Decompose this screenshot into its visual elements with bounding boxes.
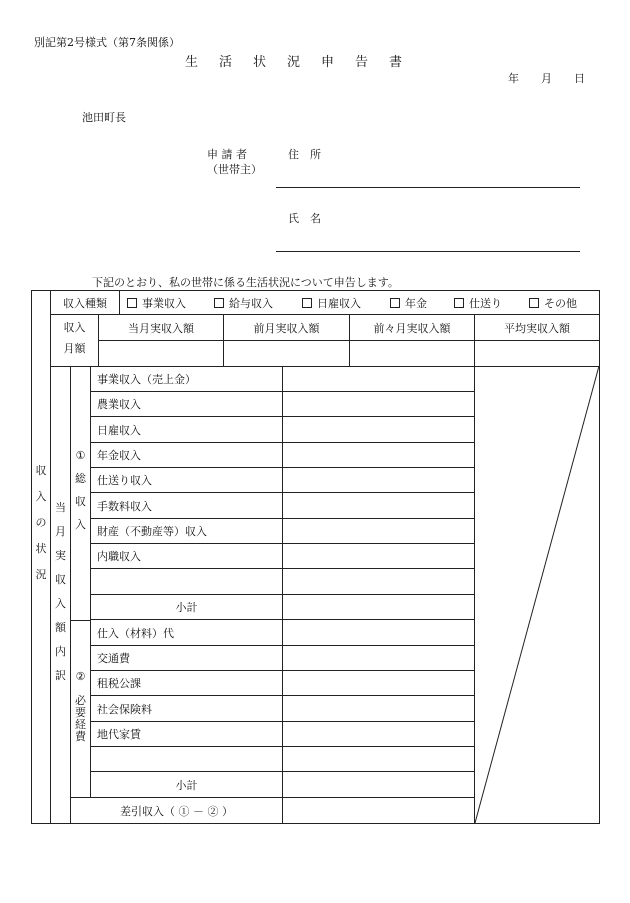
- income-type-checkbox-allowance[interactable]: 仕送り: [454, 291, 502, 314]
- addressee: 池田町長: [82, 111, 126, 124]
- expense-item-social-insurance: 社会保険料: [97, 702, 152, 716]
- gross-subtotal-label: 小計: [175, 601, 198, 614]
- monthly-average-field[interactable]: [475, 341, 599, 366]
- gross-item-agriculture: 農業収入: [97, 398, 141, 411]
- expense-subtotal-label: 小計: [175, 778, 198, 792]
- income-type-checkbox-business[interactable]: 事業収入: [127, 291, 186, 314]
- applicant-role-sub: （世帯主）: [207, 163, 262, 176]
- monthly-header-average: 平均実収入額: [504, 321, 570, 335]
- monthly-two-months-ago-field[interactable]: [350, 341, 474, 366]
- gross-item-daily-wage: 日雇収入: [97, 423, 141, 437]
- gross-item-side-job: 内職収入: [97, 550, 141, 563]
- date-line: 年 月 日: [508, 72, 585, 85]
- income-type-checkbox-pension[interactable]: 年金: [390, 291, 427, 314]
- monthly-header-previous: 前月実収入額: [253, 321, 320, 335]
- page-title: 生 活 状 況 申 告 書: [185, 55, 407, 70]
- income-status-label: 収 入 の 状 況: [35, 464, 47, 581]
- name-line[interactable]: [276, 251, 580, 252]
- breakdown-label: 当 月 実 収 入 額 内 訳: [55, 501, 66, 682]
- gross-item-business: 事業収入（売上金）: [97, 373, 196, 386]
- monthly-income-label: 収入 月額: [63, 321, 86, 355]
- gross-item-allowance: 仕送り収入: [97, 474, 152, 487]
- gross-income-label: ① 総 収 入: [75, 449, 86, 531]
- income-type-checkbox-other[interactable]: その他: [529, 291, 577, 314]
- income-type-checkbox-daily[interactable]: 日雇収入: [302, 291, 361, 314]
- expense-label: ② 必 要 経 費: [75, 670, 86, 743]
- expense-item-transport: 交通費: [97, 652, 130, 665]
- expense-item-materials: 仕入（材料）代: [97, 626, 174, 640]
- expense-item-rent: 地代家賃: [97, 728, 141, 741]
- average-column-diagonal: [474, 366, 600, 824]
- net-income-label: 差引収入（ ① － ② ）: [120, 804, 233, 818]
- gross-item-commission: 手数料収入: [97, 499, 152, 513]
- monthly-current-field[interactable]: [99, 341, 223, 366]
- income-type-label: 収入種類: [63, 296, 107, 310]
- statement-text: 下記のとおり、私の世帯に係る生活状況について申告します。: [92, 276, 399, 289]
- form-id: 別記第2号様式（第7条関係）: [34, 36, 180, 49]
- address-label: 住 所: [288, 148, 321, 161]
- monthly-header-two-months-ago: 前々月実収入額: [373, 321, 451, 335]
- address-line[interactable]: [276, 187, 580, 188]
- name-label: 氏 名: [288, 212, 321, 225]
- monthly-previous-field[interactable]: [224, 341, 349, 366]
- gross-item-property: 財産（不動産等）収入: [97, 525, 207, 538]
- income-type-checkbox-salary[interactable]: 給与収入: [214, 291, 273, 314]
- expense-item-taxes: 租税公課: [97, 677, 141, 690]
- monthly-header-current: 当月実収入額: [128, 321, 194, 335]
- applicant-role: 申 請 者: [207, 148, 247, 161]
- gross-item-pension: 年金収入: [97, 449, 141, 462]
